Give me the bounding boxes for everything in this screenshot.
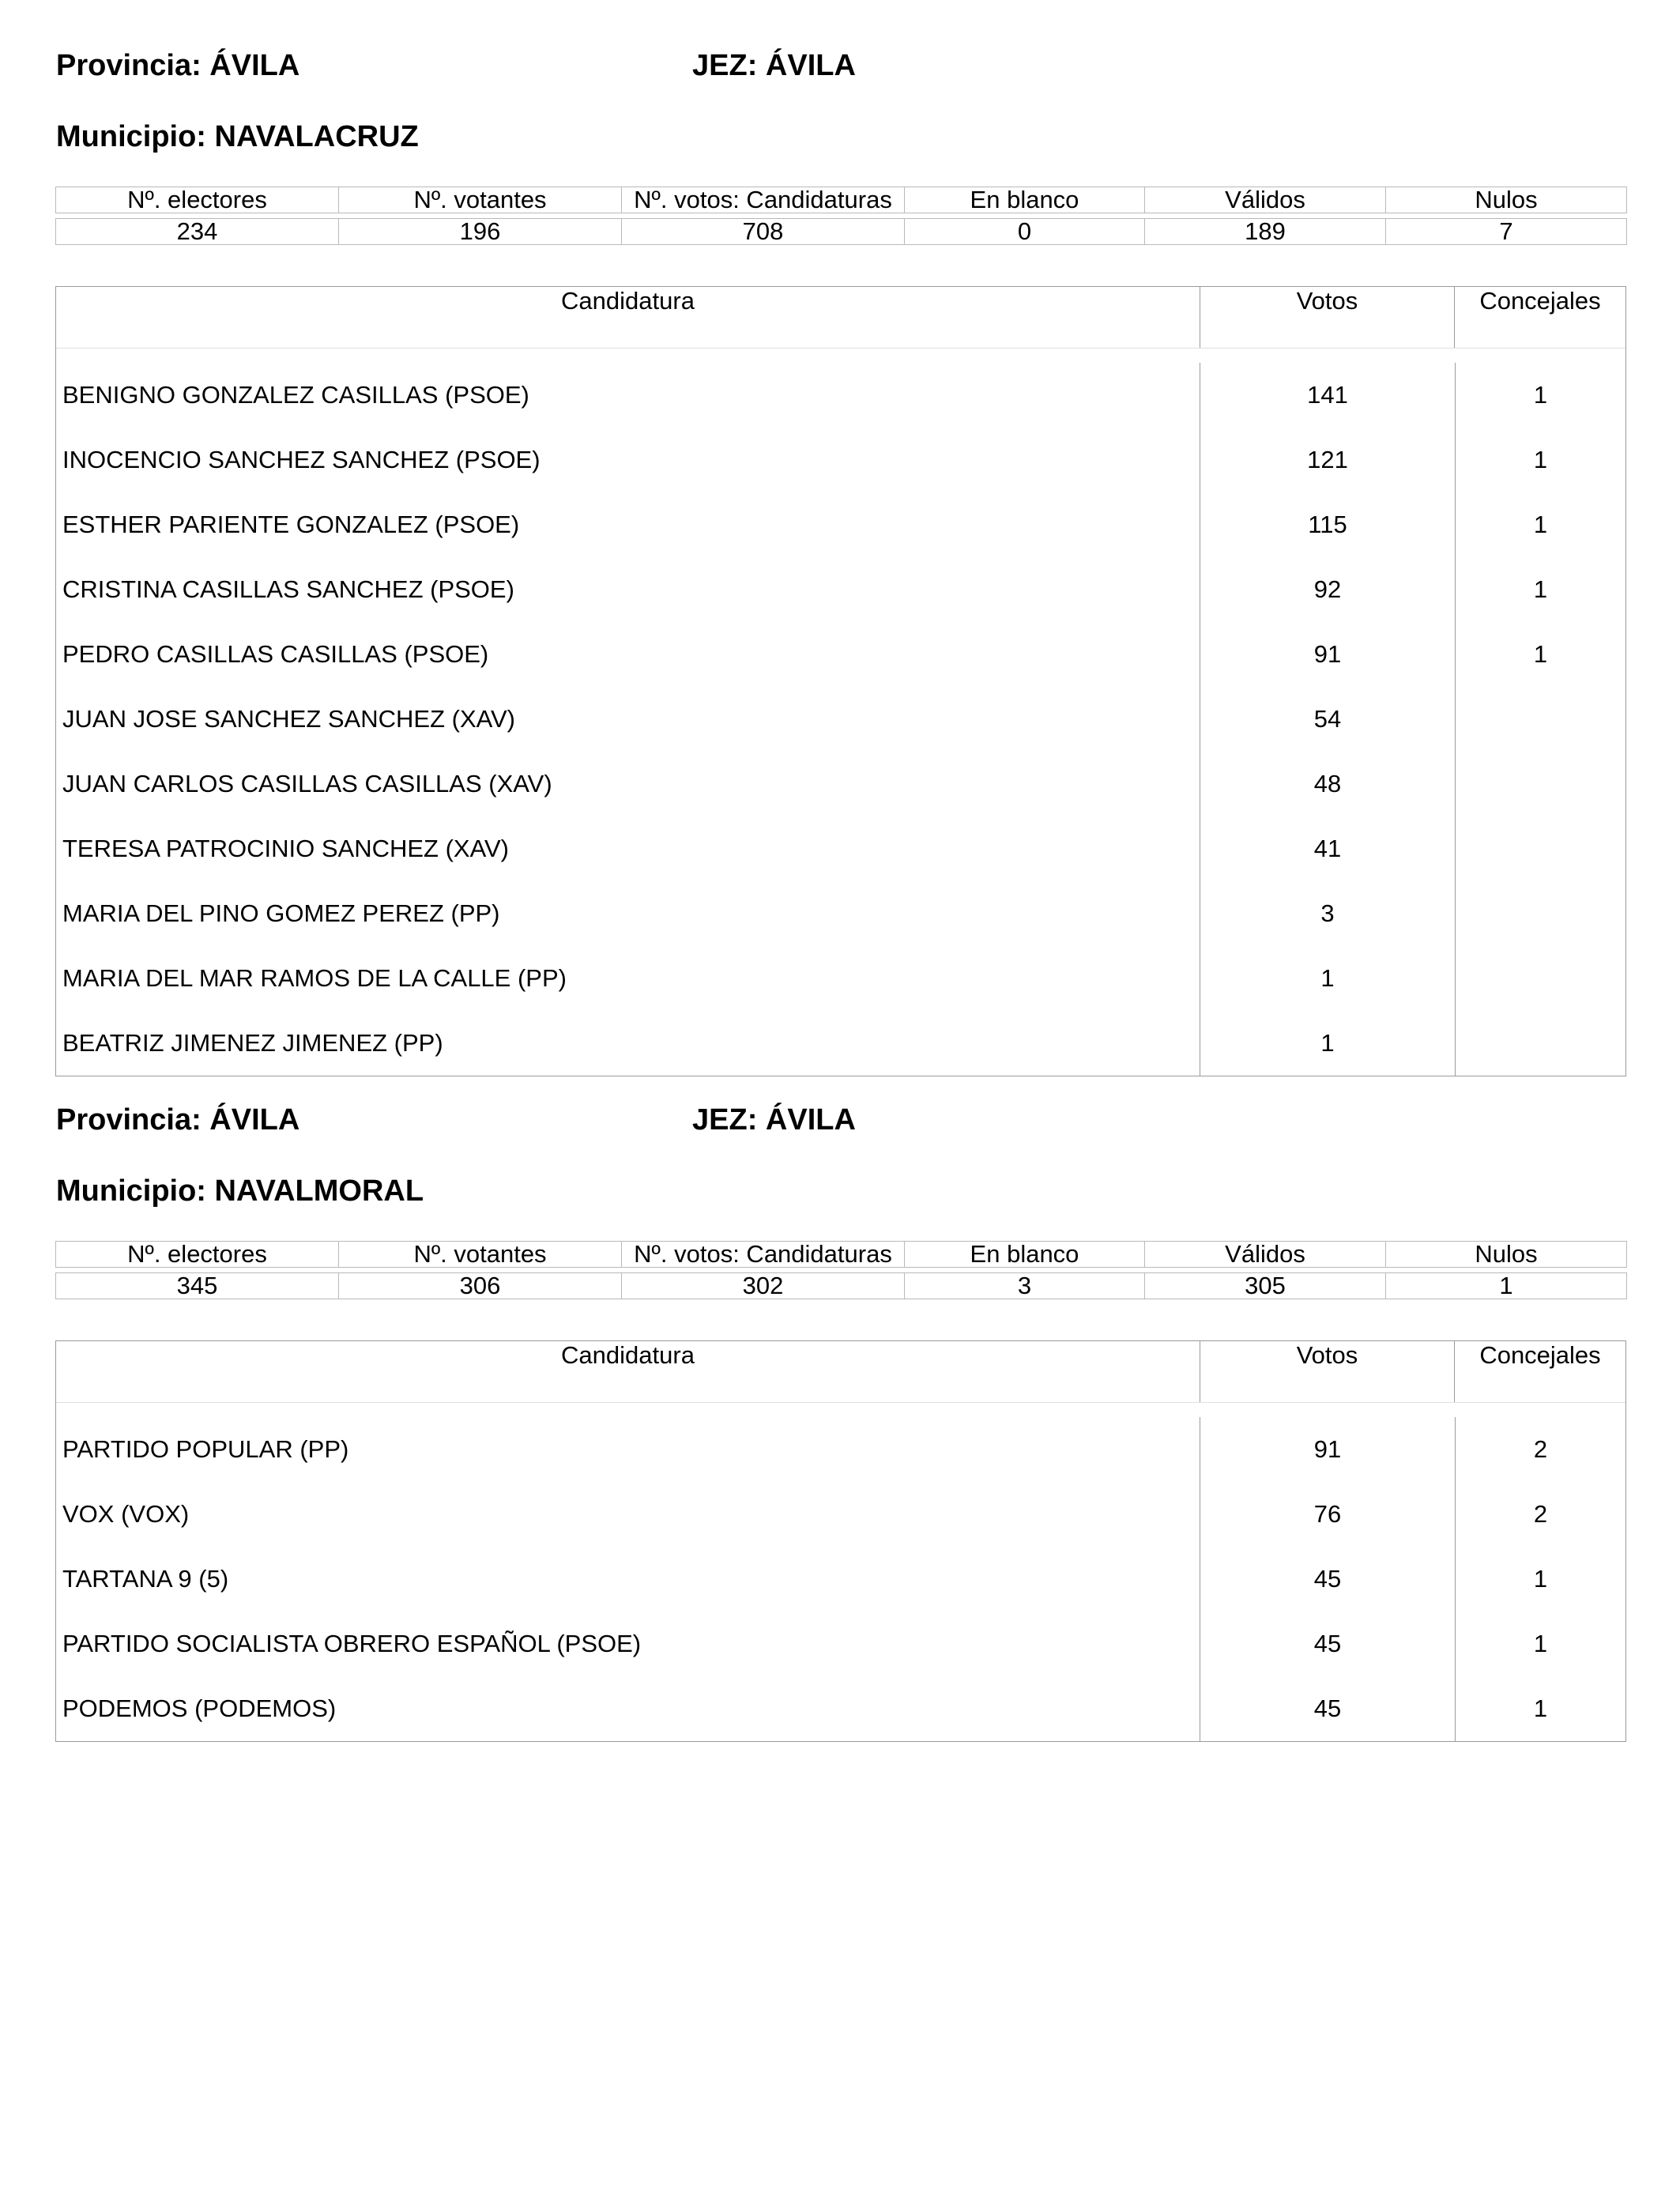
table-row [56,687,1625,752]
summary-value-row [56,1273,1627,1299]
candidatura-header-row [56,287,1625,349]
candidate-concejales: 2 [1533,1500,1548,1528]
summary-value-cell: 306 [339,1273,622,1299]
votos-header: Votos [1200,287,1455,348]
jez-label: JEZ: ÁVILA [692,49,856,82]
summary-header-row [56,1242,1627,1268]
candidate-votos: 92 [1200,557,1456,622]
summary-value-cell: 708 [622,219,905,245]
table-row [56,946,1625,1011]
provincia-label: Provincia: ÁVILA [56,1103,300,1137]
summary-header-cell: Nº. electores [56,187,339,213]
candidate-concejales: 1 [1533,511,1548,538]
table-row [56,363,1625,428]
candidate-concejales: 1 [1533,446,1548,473]
summary-table [55,1241,1627,1299]
candidate-concejales: 1 [1533,1565,1548,1593]
summary-header-cell: Válidos [1145,1242,1386,1268]
candidate-name: BENIGNO GONZALEZ CASILLAS (PSOE) [56,363,1200,428]
candidate-votos: 91 [1200,1417,1456,1482]
votos-header: Votos [1200,1341,1455,1402]
candidate-name: MARIA DEL PINO GOMEZ PEREZ (PP) [56,881,1200,946]
candidatura-table [55,1340,1626,1742]
candidate-name: INOCENCIO SANCHEZ SANCHEZ (PSOE) [56,428,1200,492]
summary-value-cell: 1 [1386,1273,1627,1299]
summary-value-cell: 234 [56,219,339,245]
candidate-concejales: 2 [1533,1435,1548,1463]
candidate-concejales [1456,687,1625,752]
table-row [56,622,1625,687]
summary-header-cell: Nº. votantes [339,1242,622,1268]
candidate-votos: 141 [1200,363,1456,428]
candidatura-table [55,286,1626,1076]
candidate-name: CRISTINA CASILLAS SANCHEZ (PSOE) [56,557,1200,622]
candidate-votos: 45 [1200,1547,1456,1612]
table-row [56,816,1625,881]
candidate-votos: 91 [1200,622,1456,687]
candidate-votos: 76 [1200,1482,1456,1547]
candidate-votos: 54 [1200,687,1456,752]
table-row [56,752,1625,816]
jez-label: JEZ: ÁVILA [692,1103,856,1137]
candidate-concejales [1456,946,1625,1011]
candidate-votos: 1 [1200,946,1456,1011]
candidate-votos: 41 [1200,816,1456,881]
candidate-name: PARTIDO SOCIALISTA OBRERO ESPAÑOL (PSOE) [56,1612,1200,1676]
candidate-name: VOX (VOX) [56,1482,1200,1547]
candidate-votos: 45 [1200,1676,1456,1741]
summary-value-cell: 189 [1145,219,1386,245]
candidatura-header: Candidatura [56,1341,1200,1402]
candidate-name: PEDRO CASILLAS CASILLAS (PSOE) [56,622,1200,687]
candidate-name: JUAN JOSE SANCHEZ SANCHEZ (XAV) [56,687,1200,752]
table-row [56,492,1625,557]
summary-value-cell: 196 [339,219,622,245]
summary-header-cell: Válidos [1145,187,1386,213]
municipio-title: Municipio: NAVALMORAL [56,1174,424,1208]
table-row [56,1482,1625,1547]
table-row [56,557,1625,622]
table-row [56,881,1625,946]
summary-header-cell: Nulos [1386,1242,1627,1268]
summary-header-cell: Nº. votantes [339,187,622,213]
candidate-name: MARIA DEL MAR RAMOS DE LA CALLE (PP) [56,946,1200,1011]
candidate-concejales [1456,881,1625,946]
candidate-name: PODEMOS (PODEMOS) [56,1676,1200,1741]
candidate-votos: 115 [1200,492,1456,557]
summary-header-cell: Nulos [1386,187,1627,213]
concejales-header: Concejales [1479,1341,1601,1369]
summary-header-cell: Nº. electores [56,1242,339,1268]
summary-table [55,187,1627,245]
table-row [56,428,1625,492]
candidate-concejales: 1 [1533,1695,1548,1722]
summary-header-cell: En blanco [905,187,1145,213]
candidate-votos: 121 [1200,428,1456,492]
table-row [56,1417,1625,1482]
candidate-concejales [1456,816,1625,881]
candidate-concejales: 1 [1533,575,1548,603]
summary-value-cell: 302 [622,1273,905,1299]
candidate-votos: 3 [1200,881,1456,946]
table-row [56,1612,1625,1676]
table-row [56,1676,1625,1741]
summary-header-cell: En blanco [905,1242,1145,1268]
summary-header-row [56,187,1627,213]
provincia-label: Provincia: ÁVILA [56,49,300,82]
candidate-votos: 1 [1200,1011,1456,1076]
candidate-concejales: 1 [1533,381,1548,409]
candidate-name: JUAN CARLOS CASILLAS CASILLAS (XAV) [56,752,1200,816]
summary-value-cell: 345 [56,1273,339,1299]
municipio-title: Municipio: NAVALACRUZ [56,120,419,153]
candidate-concejales [1456,1011,1625,1076]
summary-value-cell: 3 [905,1273,1145,1299]
table-row [56,1547,1625,1612]
candidate-name: PARTIDO POPULAR (PP) [56,1417,1200,1482]
candidate-votos: 48 [1200,752,1456,816]
candidate-name: TARTANA 9 (5) [56,1547,1200,1612]
table-row [56,1011,1625,1076]
candidate-name: TERESA PATROCINIO SANCHEZ (XAV) [56,816,1200,881]
candidatura-header: Candidatura [56,287,1200,348]
candidate-concejales [1456,752,1625,816]
summary-header-cell: Nº. votos: Candidaturas [622,1242,905,1268]
candidatura-header-row [56,1341,1625,1403]
summary-value-row [56,219,1627,245]
summary-value-cell: 305 [1145,1273,1386,1299]
candidate-concejales: 1 [1533,1630,1548,1657]
summary-value-cell: 0 [905,219,1145,245]
summary-header-cell: Nº. votos: Candidaturas [622,187,905,213]
summary-value-cell: 7 [1386,219,1627,245]
candidate-votos: 45 [1200,1612,1456,1676]
candidate-name: ESTHER PARIENTE GONZALEZ (PSOE) [56,492,1200,557]
candidate-name: BEATRIZ JIMENEZ JIMENEZ (PP) [56,1011,1200,1076]
candidate-concejales: 1 [1533,640,1548,668]
concejales-header: Concejales [1479,287,1601,315]
